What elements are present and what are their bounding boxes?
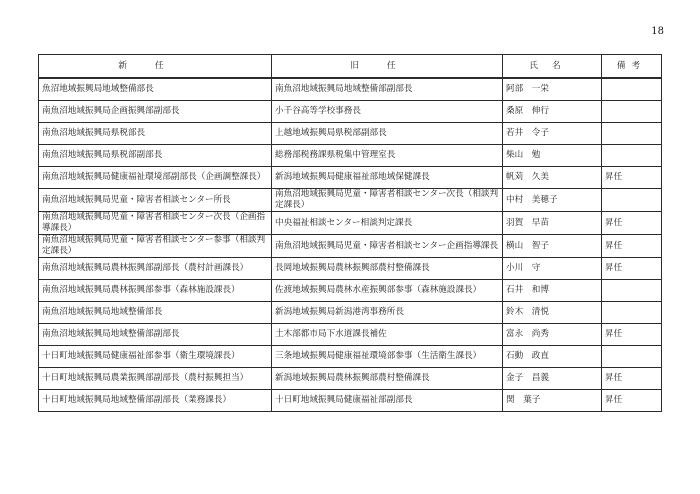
cell-note bbox=[602, 189, 662, 212]
cell-name: 帆苅 久美 bbox=[503, 167, 602, 189]
cell-note bbox=[602, 280, 662, 302]
cell-old-post: 小千谷高等学校事務長 bbox=[272, 101, 503, 123]
cell-note bbox=[602, 302, 662, 324]
cell-old-post: 南魚沼地域振興局児童・障害者相談センター次長（相談判定課長） bbox=[272, 189, 503, 212]
personnel-table bbox=[38, 54, 662, 412]
header-old-post bbox=[272, 55, 503, 79]
header-note-label: 備考 bbox=[616, 60, 647, 71]
cell-new-post: 南魚沼地域振興局児童・障害者相談センター参事（相談判定課長） bbox=[39, 235, 272, 258]
cell-name: 桑原 伸行 bbox=[503, 101, 602, 123]
cell-note bbox=[602, 346, 662, 368]
cell-note bbox=[602, 123, 662, 145]
cell-name: 石動 政直 bbox=[503, 346, 602, 368]
cell-new-post: 南魚沼地域振興局県税部副部長 bbox=[39, 145, 272, 167]
header-new-post bbox=[39, 55, 272, 79]
table-row bbox=[39, 212, 662, 235]
cell-old-post: 佐渡地域振興局農林水産振興部参事（森林施設課長） bbox=[272, 280, 503, 302]
cell-old-post: 新潟地域振興局農林振興部農村整備課長 bbox=[272, 368, 503, 390]
table-body bbox=[39, 78, 662, 412]
cell-note: 昇任 bbox=[602, 235, 662, 258]
page-number: 18 bbox=[651, 26, 664, 37]
table-row bbox=[39, 235, 662, 258]
cell-name: 小川 守 bbox=[503, 258, 602, 280]
cell-name: 鈴木 清悦 bbox=[503, 302, 602, 324]
cell-new-post: 十日町地域振興局地域整備部副部長（業務課長） bbox=[39, 390, 272, 412]
header-note bbox=[602, 55, 662, 79]
cell-old-post: 中央福祉相談センター相談判定課長 bbox=[272, 212, 503, 235]
cell-name: 若井 令子 bbox=[503, 123, 602, 145]
cell-name: 富永 尚秀 bbox=[503, 324, 602, 346]
header-new-label: 新任 bbox=[118, 60, 192, 71]
cell-name: 関 葉子 bbox=[503, 390, 602, 412]
cell-old-post: 十日町地域振興局健康福祉部副部長 bbox=[272, 390, 503, 412]
cell-name: 柴山 勉 bbox=[503, 145, 602, 167]
cell-new-post: 南魚沼地域振興局農林振興部副部長（農村計画課長） bbox=[39, 258, 272, 280]
table-row bbox=[39, 280, 662, 302]
cell-new-post: 南魚沼地域振興局農林振興部参事（森林施設課長） bbox=[39, 280, 272, 302]
table-row bbox=[39, 189, 662, 212]
cell-old-post: 長岡地域振興局農林振興部農村整備課長 bbox=[272, 258, 503, 280]
cell-new-post: 南魚沼地域振興局児童・障害者相談センター次長（企画指導課長） bbox=[39, 212, 272, 235]
table-row bbox=[39, 123, 662, 145]
cell-note: 昇任 bbox=[602, 324, 662, 346]
cell-note: 昇任 bbox=[602, 368, 662, 390]
table-row bbox=[39, 324, 662, 346]
table-row bbox=[39, 302, 662, 324]
cell-old-post: 三条地域振興局健康福祉環境部参事（生活衛生課長） bbox=[272, 346, 503, 368]
cell-note bbox=[602, 145, 662, 167]
cell-note bbox=[602, 101, 662, 123]
cell-name: 羽賀 早苗 bbox=[503, 212, 602, 235]
cell-name: 阿部 一栄 bbox=[503, 78, 602, 101]
cell-old-post: 総務部税務課県税集中管理室長 bbox=[272, 145, 503, 167]
cell-note: 昇任 bbox=[602, 390, 662, 412]
table-row bbox=[39, 368, 662, 390]
header-old-label: 旧任 bbox=[350, 60, 424, 71]
cell-old-post: 土木部都市局下水道課長補佐 bbox=[272, 324, 503, 346]
table-header-row bbox=[39, 55, 662, 79]
cell-name: 金子 昌義 bbox=[503, 368, 602, 390]
table-row bbox=[39, 145, 662, 167]
cell-name: 中村 美穂子 bbox=[503, 189, 602, 212]
cell-note: 昇任 bbox=[602, 258, 662, 280]
cell-note: 昇任 bbox=[602, 167, 662, 189]
cell-new-post: 南魚沼地域振興局県税部長 bbox=[39, 123, 272, 145]
table-row bbox=[39, 390, 662, 412]
table-row bbox=[39, 346, 662, 368]
cell-new-post: 十日町地域振興局農業振興部副部長（農村振興担当） bbox=[39, 368, 272, 390]
cell-name: 横山 智子 bbox=[503, 235, 602, 258]
cell-old-post: 新潟地域振興局新潟港湾事務所長 bbox=[272, 302, 503, 324]
cell-note: 昇任 bbox=[602, 212, 662, 235]
table-row bbox=[39, 167, 662, 189]
cell-new-post: 魚沼地域振興局地域整備部長 bbox=[39, 78, 272, 101]
table-row bbox=[39, 78, 662, 101]
cell-old-post: 南魚沼地域振興局地域整備部副部長 bbox=[272, 78, 503, 101]
cell-name: 石井 和博 bbox=[503, 280, 602, 302]
header-name bbox=[503, 55, 602, 79]
table-row bbox=[39, 258, 662, 280]
cell-new-post: 南魚沼地域振興局地域整備部副部長 bbox=[39, 324, 272, 346]
cell-new-post: 南魚沼地域振興局健康福祉環境部副部長（企画調整課長） bbox=[39, 167, 272, 189]
cell-new-post: 南魚沼地域振興局地域整備部長 bbox=[39, 302, 272, 324]
cell-note bbox=[602, 78, 662, 101]
cell-old-post: 上越地域振興局県税部副部長 bbox=[272, 123, 503, 145]
table-row bbox=[39, 101, 662, 123]
cell-new-post: 南魚沼地域振興局児童・障害者相談センター所長 bbox=[39, 189, 272, 212]
cell-new-post: 十日町地域振興局健康福祉部参事（衛生環境課長） bbox=[39, 346, 272, 368]
cell-old-post: 新潟地域振興局健康福祉部地域保健課長 bbox=[272, 167, 503, 189]
cell-new-post: 南魚沼地域振興局企画振興部副部長 bbox=[39, 101, 272, 123]
cell-old-post: 南魚沼地域振興局児童・障害者相談センター企画指導課長 bbox=[272, 235, 503, 258]
header-name-label: 氏名 bbox=[529, 60, 575, 71]
